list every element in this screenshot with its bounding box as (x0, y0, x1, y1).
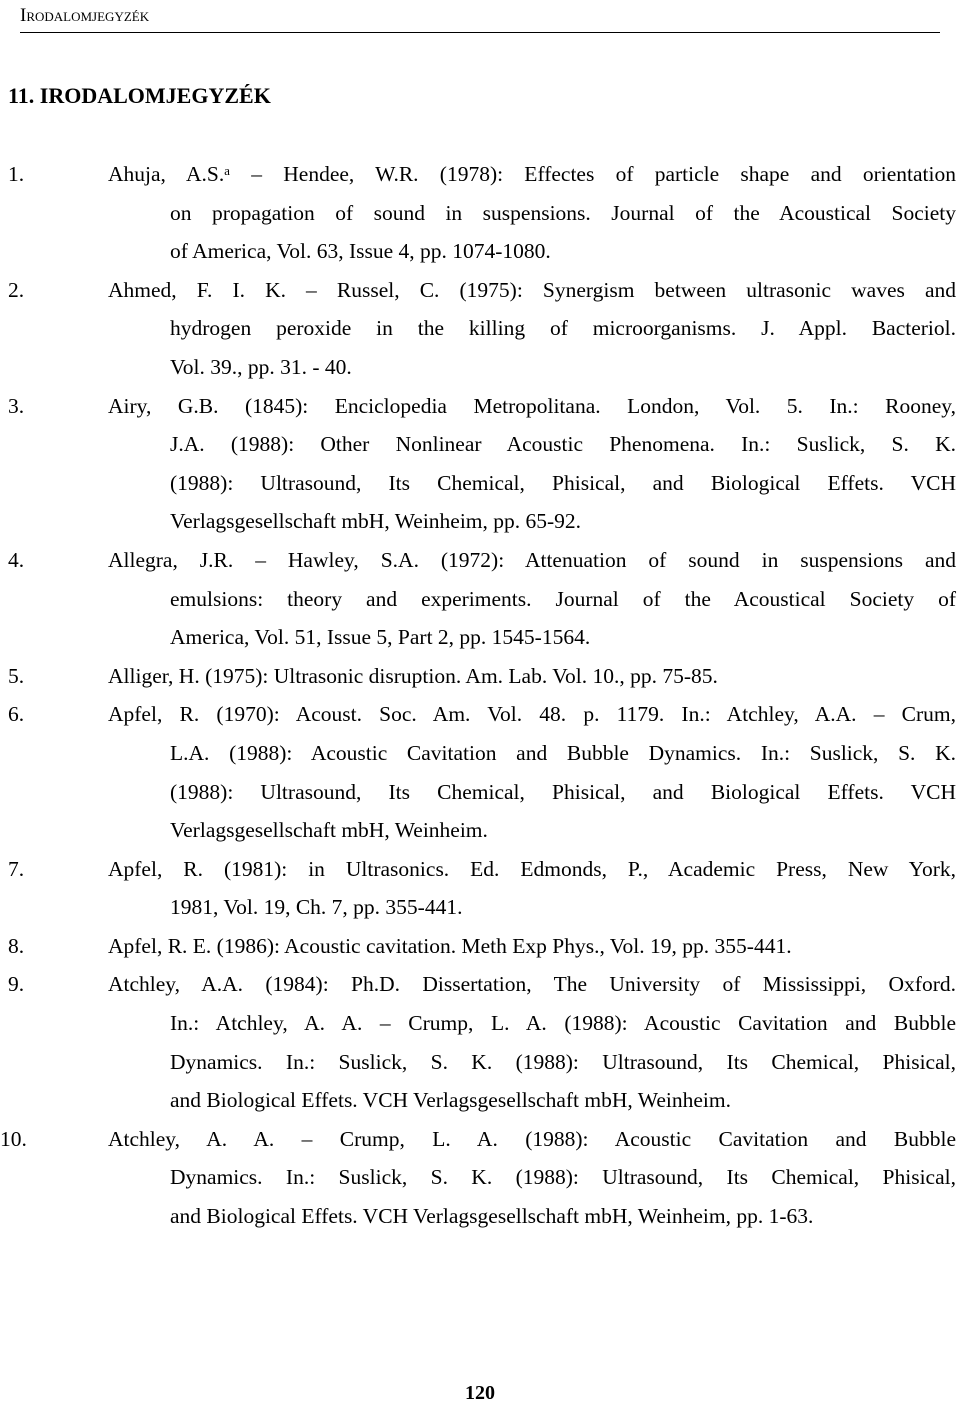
reference-line: Vol. 39., pp. 31. - 40. (170, 354, 352, 379)
reference-item (0, 155, 960, 271)
reference-number: 5. (8, 663, 25, 688)
reference-text (108, 155, 956, 271)
reference-line: (1988): Ultrasound, Its Chemical, Phisical, and Biological Effets. VCH (170, 470, 956, 495)
reference-line: Dynamics. In.: Suslick, S. K. (1988): Ultrasound, Its Chemical, Phisical, (170, 1165, 956, 1190)
reference-line: on propagation of sound in suspensions. Journal of the Acoustical Society (170, 200, 956, 225)
reference-line: Verlagsgesellschaft mbH, Weinheim, pp. 65-92. (170, 509, 582, 534)
reference-number: 4. (8, 547, 25, 572)
reference-line: Airy, G.B. (1845): Enciclopedia Metropolitana. London, Vol. 5. In.: Rooney, (108, 393, 956, 418)
reference-line: hydrogen peroxide in the killing of microorganisms. J. Appl. Bacteriol. (170, 316, 956, 341)
reference-text (108, 1120, 956, 1236)
reference-item (0, 927, 960, 966)
reference-item (0, 657, 960, 696)
reference-text (108, 695, 956, 849)
reference-item (0, 1120, 960, 1236)
reference-line: America, Vol. 51, Issue 5, Part 2, pp. 1545-1564. (170, 625, 591, 650)
reference-text (108, 927, 956, 966)
reference-line: Ahmed, F. I. K. – Russel, C. (1975): Synergism between ultrasonic waves and (108, 277, 956, 302)
reference-number: 2. (8, 277, 25, 302)
reference-text (108, 657, 956, 696)
reference-line: Alliger, H. (1975): Ultrasonic disruption. Am. Lab. Vol. 10., pp. 75-85. (108, 663, 718, 688)
reference-item (0, 387, 960, 541)
reference-item (0, 850, 960, 927)
page-number: 120 (465, 1382, 495, 1404)
reference-line: Allegra, J.R. – Hawley, S.A. (1972): Attenuation of sound in suspensions and (108, 547, 956, 572)
running-header-title: Irodalomjegyzék (20, 5, 150, 26)
reference-number: 1. (8, 162, 25, 186)
reference-line: (1988): Ultrasound, Its Chemical, Phisical, and Biological Effets. VCH (170, 779, 956, 804)
reference-item (0, 965, 960, 1119)
section-title: 11. IRODALOMJEGYZÉK (8, 83, 271, 108)
reference-number: 3. (8, 393, 25, 418)
reference-line: Dynamics. In.: Suslick, S. K. (1988): Ultrasound, Its Chemical, Phisical, (170, 1049, 956, 1074)
reference-text (108, 850, 956, 927)
reference-line: of America, Vol. 63, Issue 4, pp. 1074-1080. (170, 239, 551, 264)
reference-item (0, 271, 960, 387)
reference-text (108, 541, 956, 657)
reference-line: Apfel, R. E. (1986): Acoustic cavitation. Meth Exp Phys., Vol. 19, pp. 355-441. (108, 933, 792, 958)
reference-list (0, 155, 960, 1236)
reference-number: 6. (8, 702, 25, 727)
running-header (20, 4, 940, 33)
reference-number: 8. (8, 933, 25, 958)
reference-line: Apfel, R. (1981): in Ultrasonics. Ed. Edmonds, P., Academic Press, New York, (108, 856, 956, 881)
reference-number: 9. (8, 972, 25, 997)
reference-item (0, 541, 960, 657)
reference-line: Atchley, A.A. (1984): Ph.D. Dissertation, The University of Mississippi, Oxford. (108, 972, 956, 997)
reference-line: Verlagsgesellschaft mbH, Weinheim. (170, 818, 488, 843)
reference-text (108, 271, 956, 387)
reference-line: Ahuja, A.S.ᵃ – Hendee, W.R. (1978): Effectes of particle shape and orientation (108, 162, 956, 186)
reference-text (108, 387, 956, 541)
reference-line: Atchley, A. A. – Crump, L. A. (1988): Acoustic Cavitation and Bubble (108, 1126, 956, 1151)
reference-line: and Biological Effets. VCH Verlagsgesellschaft mbH, Weinheim, pp. 1-63. (170, 1204, 814, 1229)
reference-text (108, 965, 956, 1119)
reference-line: and Biological Effets. VCH Verlagsgesellschaft mbH, Weinheim. (170, 1088, 731, 1113)
reference-line: L.A. (1988): Acoustic Cavitation and Bubble Dynamics. In.: Suslick, S. K. (170, 740, 956, 765)
reference-line: J.A. (1988): Other Nonlinear Acoustic Phenomena. In.: Suslick, S. K. (170, 432, 956, 457)
reference-line: emulsions: theory and experiments. Journal of the Acoustical Society of (170, 586, 956, 611)
reference-number: 10. (0, 1126, 27, 1151)
reference-line: 1981, Vol. 19, Ch. 7, pp. 355-441. (170, 895, 463, 920)
reference-line: Apfel, R. (1970): Acoust. Soc. Am. Vol. 48. p. 1179. In.: Atchley, A.A. – Crum, (108, 702, 956, 727)
reference-item (0, 695, 960, 849)
reference-line: In.: Atchley, A. A. – Crump, L. A. (1988): Acoustic Cavitation and Bubble (170, 1011, 956, 1036)
reference-number: 7. (8, 856, 25, 881)
